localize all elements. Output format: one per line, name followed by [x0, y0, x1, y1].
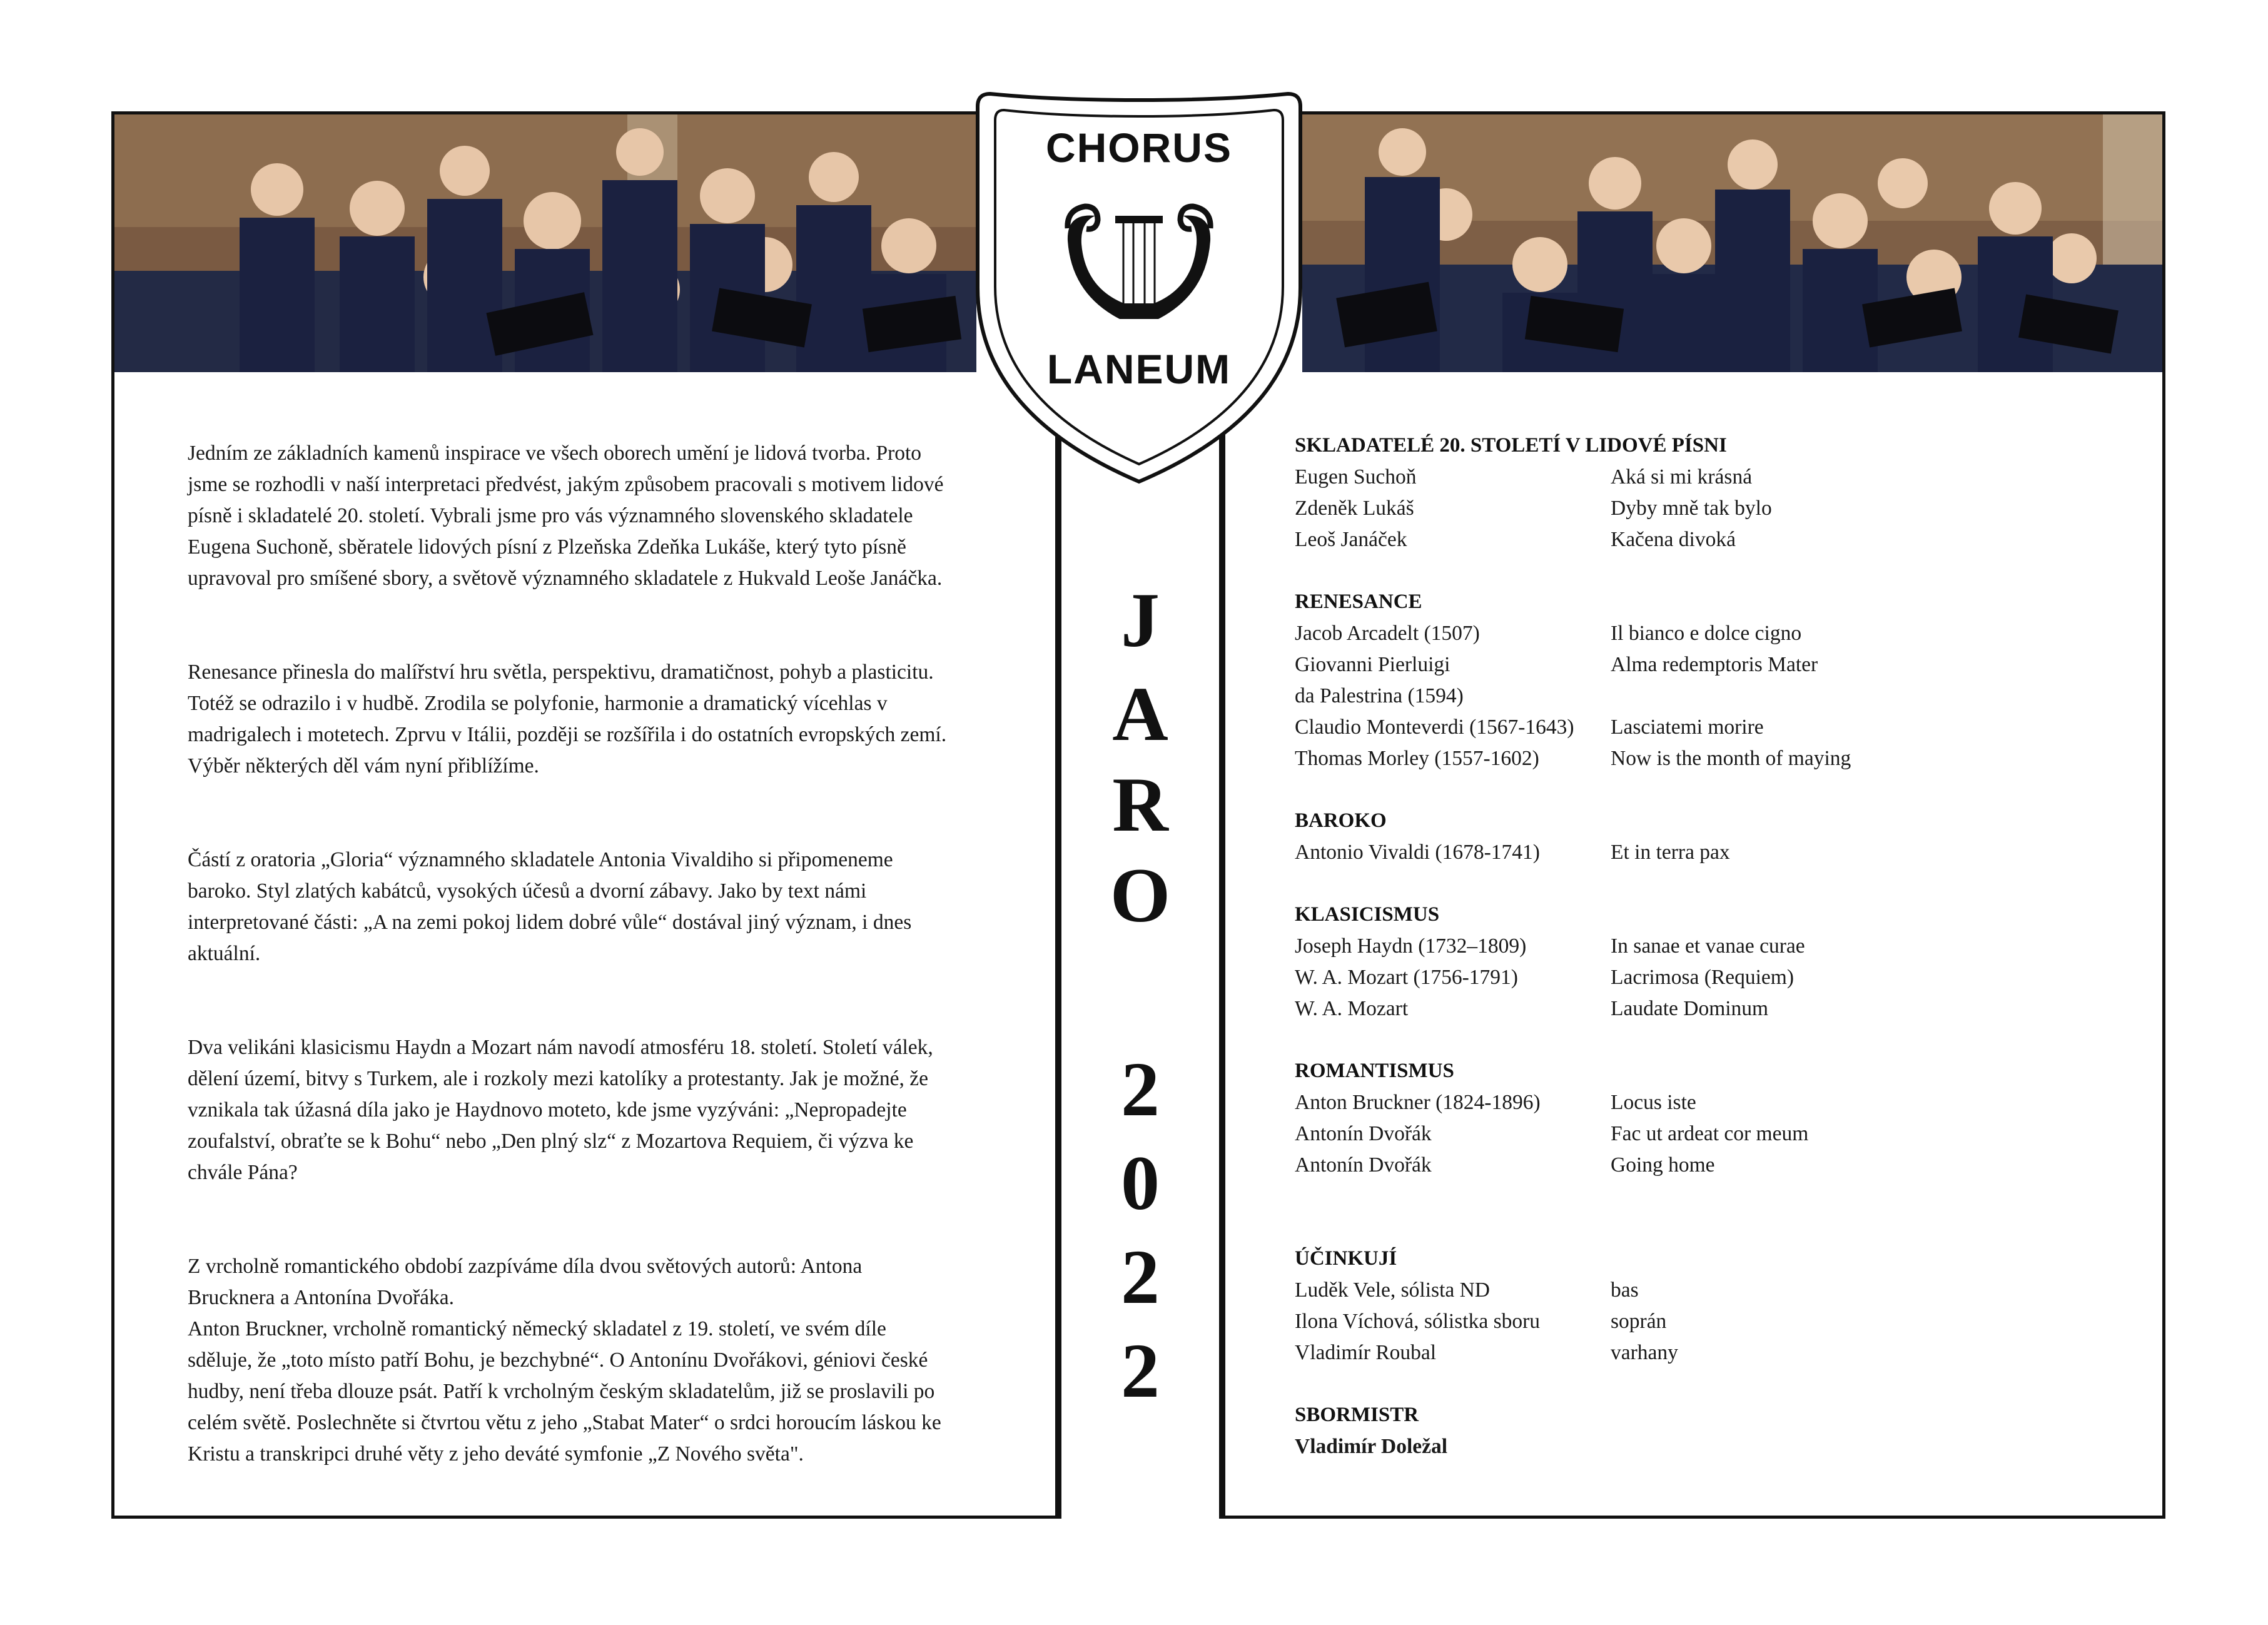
program-section-title: RENESANCE	[1295, 590, 1422, 613]
program-row: W. A. Mozart (1756-1791) Lacrimosa (Requiem)	[1295, 966, 1795, 989]
season-letter-o: O	[1110, 853, 1171, 938]
program-row: Eugen Suchoň Aká si mi krásná	[1295, 465, 1753, 489]
year-digit-1: 2	[1121, 1046, 1160, 1132]
performers-title: ÚČINKUJÍ	[1295, 1247, 1397, 1270]
program-row: Jacob Arcadelt (1507) Il bianco e dolce cigno	[1295, 622, 1802, 645]
program-section-title: BAROKO	[1295, 809, 1387, 832]
logo-text-laneum: LANEUM	[1046, 346, 1232, 392]
program-section-title: ROMANTISMUS	[1295, 1060, 1454, 1082]
performer-row: Vladimír Roubal varhany	[1295, 1341, 1678, 1364]
year-digit-4: 2	[1121, 1328, 1160, 1414]
season-letter-r: R	[1112, 762, 1168, 848]
program-row: Leoš Janáček Kačena divoká	[1295, 528, 1736, 551]
intro-paragraph-renaissance: Renesance přinesla do malířství hru světla, perspektivu, dramatičnost, pohyb a plasticitu. Totéž se odrazilo i v hudbě. Zrodila se polyfonie, harmonie a dramatický vícehlas v madrigalech i motetech. Zprvu v Itálii, později se rozšířila i do ostatních evropských zemí. Výběr některých děl vám nyní přiblížíme.	[188, 661, 947, 777]
choir-photo-right	[1302, 114, 2162, 372]
program-row: da Palestrina (1594)	[1295, 684, 1464, 707]
program-row: W. A. Mozart Laudate Dominum	[1295, 997, 1769, 1020]
performer-row: Luděk Vele, sólista ND bas	[1295, 1278, 1639, 1302]
intro-paragraph-romanticism: Z vrcholně romantického období zazpíváme díla dvou světových autorů: Antona Brucknera a Antonína Dvořáka. Anton Bruckner, vrcholně romantický německý skladatel z 19. století, ve svém díle sděluje, že „toto místo patří Bohu, je bezchybné“. O Antonínu Dvořákovi, géniovi české hudby, není třeba dlouze psát. Patří k vrcholným českým skladatelům, již se proslavili po celém světě. Poslechněte si čtvrtou větu z jeho „Stabat Mater“ o srdci horoucím láskou ke Kristu a transkripci druhé věty z jeho deváté symfonie „Z Nového světa".	[188, 1255, 941, 1466]
season-letter-j: J	[1121, 577, 1160, 663]
year-digit-2: 0	[1121, 1140, 1160, 1226]
program-row: Giovanni Pierluigi Alma redemptoris Mater	[1295, 653, 1818, 676]
program-row: Joseph Haydn (1732–1809) In sanae et vanae curae	[1295, 934, 1805, 958]
program-row: Anton Bruckner (1824-1896) Locus iste	[1295, 1091, 1696, 1114]
intro-paragraph-classicism: Dva velikáni klasicismu Haydn a Mozart nám navodí atmosféru 18. století. Století válek, dělení území, bitvy s Turkem, ale i rozkoly mezi katolíky a protestanty. Jak je možné, že vznikala tak úžasná díla jako je Haydnovo moteto, kde jsme vyzýváni: „Nepropadejte zoufalství, obraťte se k Bohu“ nebo „Den plný slz“ z Mozartova Requiem, či výzva ke chvále Pána?	[188, 1036, 933, 1184]
program-section-title: KLASICISMUS	[1295, 903, 1440, 926]
program-row: Antonio Vivaldi (1678-1741) Et in terra pax	[1295, 841, 1730, 864]
choir-photo-left	[114, 114, 976, 372]
logo-text-chorus: CHORUS	[1045, 124, 1232, 171]
season-letter-a: A	[1112, 671, 1168, 757]
program-row: Antonín Dvořák Going home	[1295, 1153, 1715, 1177]
intro-paragraph-baroque: Částí z oratoria „Gloria“ významného skladatele Antonia Vivaldiho si připomeneme baroko. Styl zlatých kabátců, vysokých účesů a dvorní zábavy. Jako by text námi interpretované části: „A na zemi pokoj lidem dobré vůle“ dostával jiný význam, i dnes aktuální.	[188, 848, 912, 965]
program-row: Antonín Dvořák Fac ut ardeat cor meum	[1295, 1122, 1809, 1145]
program-row: Thomas Morley (1557-1602) Now is the month of maying	[1295, 747, 1851, 770]
intro-paragraph-folk: Jedním ze základních kamenů inspirace ve všech oborech umění je lidová tvorba. Proto jsme se rozhodli v naší interpretaci předvést, jakým způsobem pracovali s motivem lidové písně i skladatelé 20. století. Vybrali jsme pro vás významného slovenského skladatele Eugena Suchoně, sběratele lidových písní z Plzeňska Zdeňka Lukáše, který tyto písně upravoval pro smíšené sbory, a světově významného skladatele z Hukvald Leoše Janáčka.	[188, 442, 944, 590]
program-section-title: SKLADATELÉ 20. STOLETÍ V LIDOVÉ PÍSNI	[1295, 434, 1727, 457]
choirmaster-name: Vladimír Doležal	[1295, 1435, 1448, 1458]
program-row: Zdeněk Lukáš Dyby mně tak bylo	[1295, 497, 1772, 520]
year-digit-3: 2	[1121, 1234, 1160, 1320]
choirmaster-title: SBORMISTR	[1295, 1404, 1419, 1426]
performer-row: Ilona Víchová, sólistka sboru soprán	[1295, 1310, 1667, 1333]
program-row: Claudio Monteverdi (1567-1643) Lasciatemi morire	[1295, 716, 1764, 739]
